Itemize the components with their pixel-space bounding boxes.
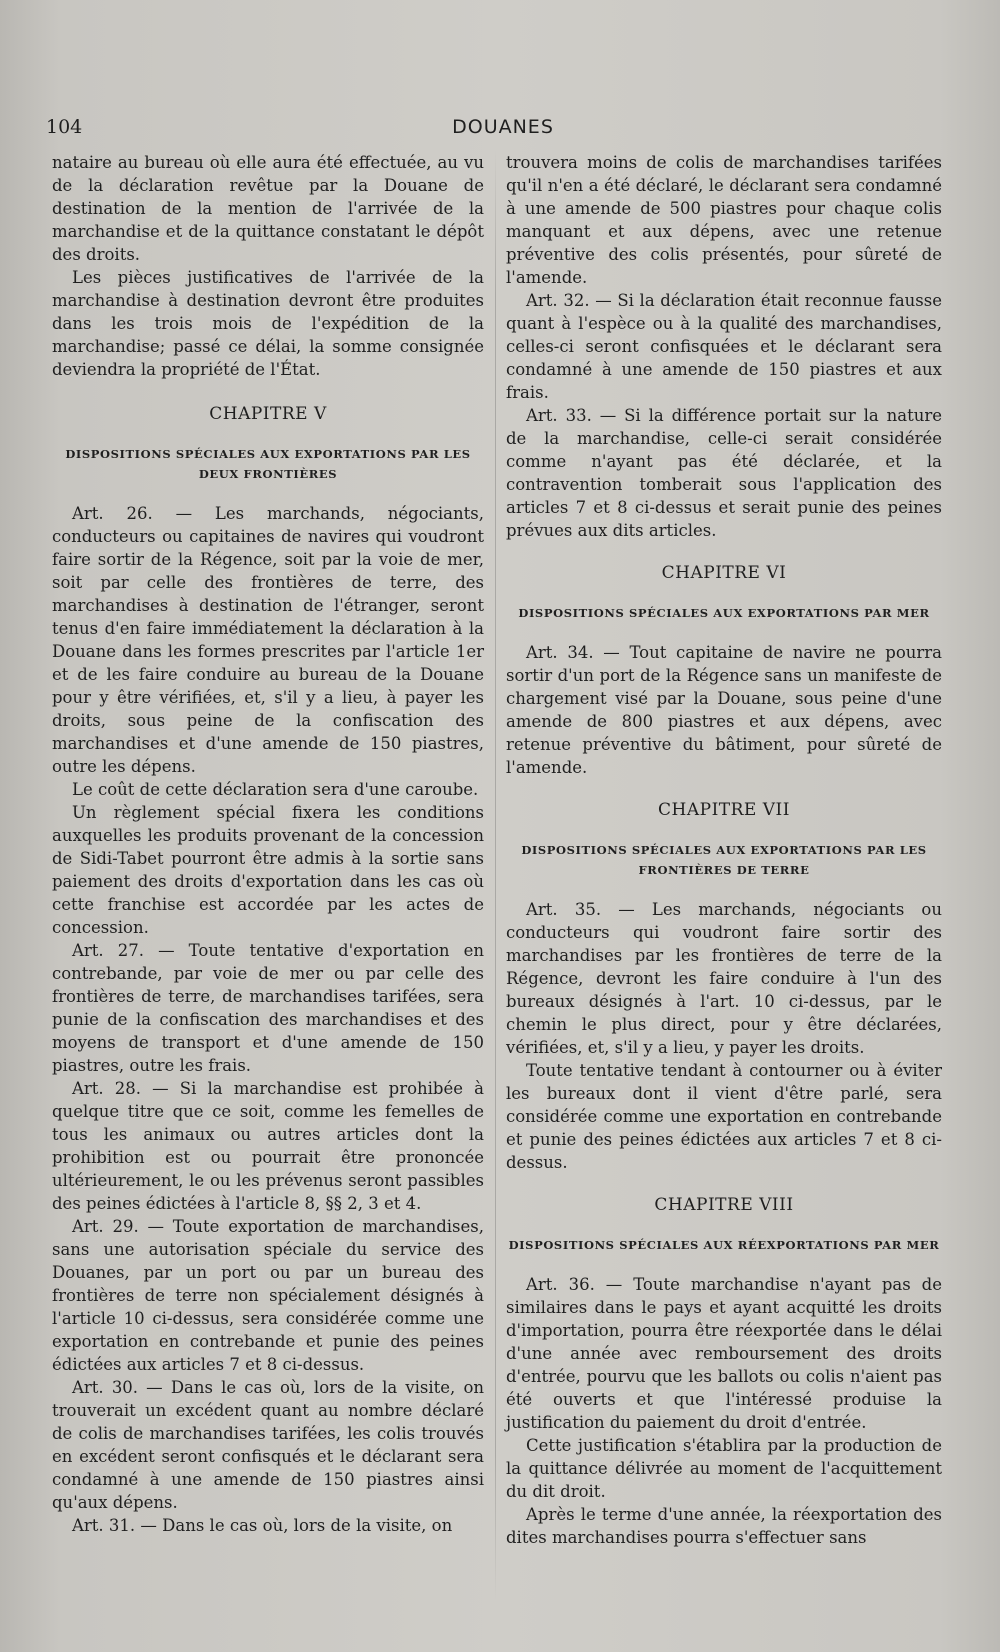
paragraph: Cette justification s'établira par la production de la quittance délivrée au moment de l'acquittement du dit droit. (506, 1436, 942, 1501)
article-paragraph: Art. 26. — Les marchands, négociants, conducteurs ou capitaines de navires qui voudront faire sortir de la Régence, soit par la voie de mer, soit par celle des frontières de terre, des marchandises à destination de l'étranger, seront tenus d'en faire immédiatement la déclaration à la Douane dans les formes prescrites par l'article 1er et de les faire conduire au bureau de la Douane pour y être vérifiées, et, s'il y a lieu, à payer les droits, sous peine de la confiscation des marchandises et d'une amende de 150 piastres, outre les dépens. (52, 504, 484, 776)
chapter-subtitle: DISPOSITIONS SPÉCIALES AUX EXPORTATIONS PAR LES FRONTIÈRES DE TERRE (521, 843, 927, 877)
right-column (506, 151, 942, 1549)
page-header (46, 116, 960, 146)
article-paragraph: Art. 36. — Toute marchandise n'ayant pas de similaires dans le pays et ayant acquitté les droits d'importation, pourra être réexportée dans le délai d'une année avec remboursement des droits d'entrée, pourvu que les ballots ou colis n'aient pas été ouverts et que l'intéressé produise la justification du paiement du droit d'entrée. (506, 1275, 942, 1432)
page-number: 104 (46, 116, 83, 138)
chapter-title: CHAPITRE VIII (654, 1195, 794, 1215)
article-paragraph: Art. 27. — Toute tentative d'exportation en contrebande, par voie de mer ou par celle des frontières de terre, de marchandises tarifées, sera punie de la confiscation des marchandises et des moyens de transport et d'une amende de 150 piastres, outre les frais. (52, 941, 484, 1075)
article-paragraph: Art. 29. — Toute exportation de marchandises, sans une autorisation spéciale du service des Douanes, par un port ou par un bureau des frontières de terre non spécialement désignés à l'article 10 ci-dessus, sera considérée comme une exportation en contrebande et punie des peines édictées aux articles 7 et 8 ci-dessus. (52, 1217, 484, 1374)
chapter-title: CHAPITRE VII (658, 800, 790, 820)
paragraph: nataire au bureau où elle aura été effectuée, au vu de la déclaration revêtue par la Douane de destination de la mention de l'arrivée de la marchandise et de la quittance constatant le dépôt des droits. (52, 153, 484, 264)
paragraph: Les pièces justificatives de l'arrivée de la marchandise à destination devront être produites dans les trois mois de l'expédition de la marchandise; passé ce délai, la somme consignée deviendra la propriété de l'État. (52, 268, 484, 379)
article-paragraph: Art. 32. — Si la déclaration était reconnue fausse quant à l'espèce ou à la qualité des marchandises, celles-ci seront confisquées et le déclarant sera condamné à une amende de 150 piastres et aux frais. (506, 291, 942, 402)
chapter-title: CHAPITRE VI (661, 563, 787, 583)
chapter-subtitle: DISPOSITIONS SPÉCIALES AUX EXPORTATIONS PAR MER (518, 606, 930, 620)
article-paragraph: Art. 35. — Les marchands, négociants ou conducteurs qui voudront faire sortir des marchandises par les frontières de terre de la Régence, devront les faire conduire à l'un des bureaux désignés à l'art. 10 ci-dessus, par le chemin le plus direct, pour y être déclarées, vérifiées, et, s'il y a lieu, y payer les droits. (506, 900, 942, 1057)
paragraph: Un règlement spécial fixera les conditions auxquelles les produits provenant de la concession de Sidi-Tabet pourront être admis à la sortie sans paiement des droits d'exportation dans les cas où cette franchise est accordée par les actes de concession. (52, 803, 484, 937)
column-divider (495, 150, 496, 1600)
chapter-title: CHAPITRE V (209, 404, 327, 424)
paragraph: Après le terme d'une année, la réexportation des dites marchandises pourra s'effectuer sans (506, 1505, 942, 1547)
article-paragraph: Art. 28. — Si la marchandise est prohibée à quelque titre que ce soit, comme les femelles de tous les animaux ou autres articles dont la prohibition est ou pourrait être prononcée ultérieurement, le ou les prévenus seront passibles des peines édictées à l'article 8, §§ 2, 3 et 4. (52, 1079, 484, 1213)
article-paragraph: Art. 33. — Si la différence portait sur la nature de la marchandise, celle-ci serait considérée comme n'ayant pas été déclarée, et la contravention tomberait sous l'application des articles 7 et 8 ci-dessus et serait punie des peines prévues aux dits articles. (506, 406, 942, 540)
paragraph: trouvera moins de colis de marchandises tarifées qu'il n'en a été déclaré, le déclarant sera condamné à une amende de 500 piastres pour chaque colis manquant et aux dépens, avec une retenue préventive des colis présentés, pour sûreté de l'amende. (506, 153, 942, 287)
article-paragraph: Art. 34. — Tout capitaine de navire ne pourra sortir d'un port de la Régence sans un manifeste de chargement visé par la Douane, sous peine d'une amende de 800 piastres et aux dépens, avec retenue préventive du bâtiment, pour sûreté de l'amende. (506, 643, 942, 777)
paragraph: Le coût de cette déclaration sera d'une caroube. (72, 780, 479, 799)
article-paragraph: Art. 30. — Dans le cas où, lors de la visite, on trouverait un excédent quant au nombre déclaré de colis de marchandises tarifées, les colis trouvés en excédent seront confisqués et le déclarant sera condamné à une amende de 150 piastres ainsi qu'aux dépens. (52, 1378, 484, 1512)
chapter-subtitle: DISPOSITIONS SPÉCIALES AUX EXPORTATIONS PAR LES DEUX FRONTIÈRES (65, 447, 471, 481)
running-title: DOUANES (452, 116, 554, 138)
left-column (52, 151, 484, 1537)
article-paragraph: Art. 31. — Dans le cas où, lors de la visite, on (72, 1516, 453, 1535)
paragraph: Toute tentative tendant à contourner ou à éviter les bureaux dont il vient d'être parlé, sera considérée comme une exportation en contrebande et punie des peines édictées aux articles 7 et 8 ci-dessus. (506, 1061, 942, 1172)
chapter-subtitle: DISPOSITIONS SPÉCIALES AUX RÉEXPORTATIONS PAR MER (508, 1238, 940, 1252)
